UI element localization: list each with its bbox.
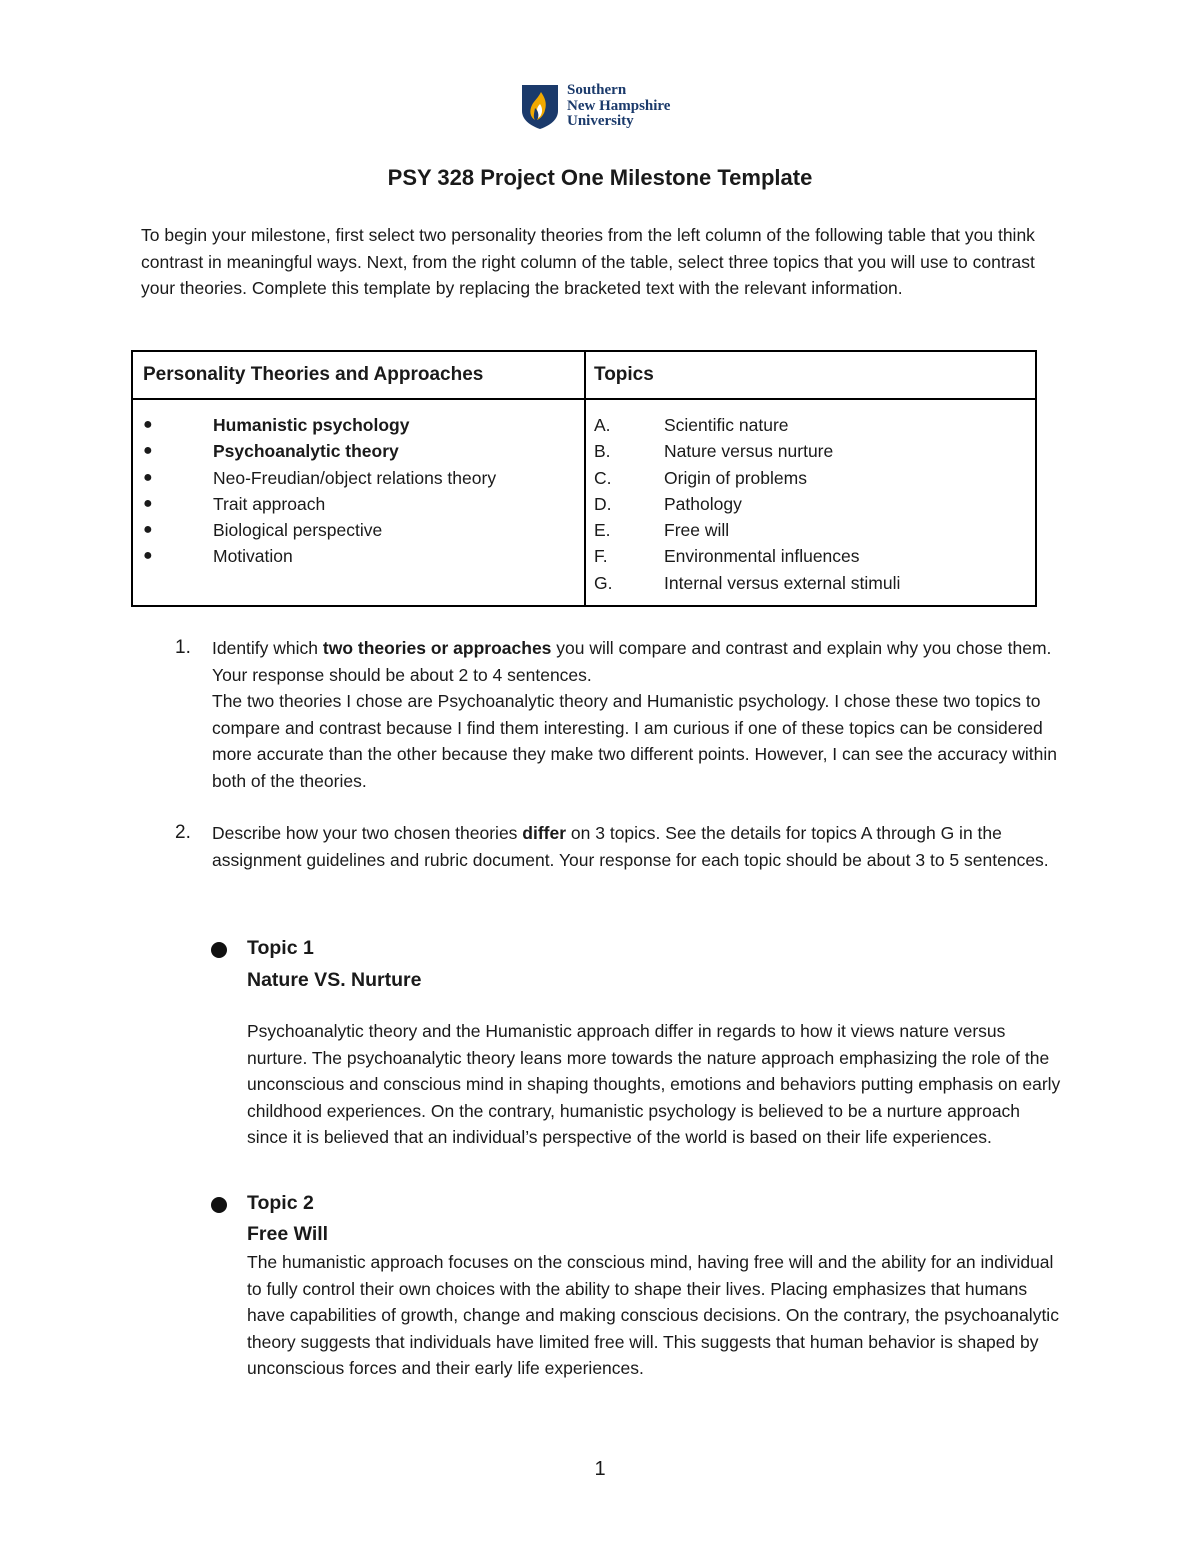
question-prompt: you will compare and contrast and explain why you chose them. Your response should be about 2 to 4 sentences. bbox=[212, 638, 1052, 685]
topic-text: The humanistic approach focuses on the conscious mind, having free will and the ability for an individual to fully control their own choices with the ability to shape their lives. Placing emphasizes that humans have capabilities of growth, change and making conscious decisions. On the contrary, the psychoanalytic theory suggests that individuals have limited free will. This suggests that human behavior is shaped by unconscious forces and their early life experiences. bbox=[247, 1252, 1059, 1378]
page-title: PSY 328 Project One Milestone Template bbox=[387, 165, 813, 190]
question-prompt-emphasis: two theories or approaches bbox=[322, 638, 552, 658]
topic-item bbox=[594, 570, 900, 596]
topic-item bbox=[594, 412, 900, 438]
question-prompt: Describe how your two chosen theories bbox=[212, 823, 523, 843]
topic-letter: G. bbox=[594, 572, 613, 593]
logo-line-2: New Hampshire bbox=[567, 97, 671, 114]
topic-letter: D. bbox=[594, 493, 612, 514]
theory-label: Trait approach bbox=[213, 493, 326, 514]
topic-label: Topic 1 bbox=[247, 937, 314, 959]
topic-name: Nature VS. Nurture bbox=[247, 969, 422, 991]
topic-item bbox=[594, 465, 900, 491]
question-answer: The two theories I chose are Psychoanalytic theory and Humanistic psychology. I chose these two topics to compare and contrast because I find them interesting. I am curious if one of these topics can be considered more accurate than the other because they make two different points. However, I can see the accuracy within both of the theories. bbox=[212, 691, 1057, 791]
topic-content bbox=[247, 932, 1061, 1151]
theory-label: Neo-Freudian/object relations theory bbox=[213, 467, 497, 488]
topic-label: Free will bbox=[664, 520, 730, 541]
theories-list bbox=[143, 412, 496, 570]
table-header-topics: Topics bbox=[594, 364, 654, 385]
table-header-theories: Personality Theories and Approaches bbox=[143, 364, 484, 385]
topic-text: Psychoanalytic theory and the Humanistic approach differ in regards to how it views nature versus nurture. The psychoanalytic theory leans more towards the nature approach emphasizing the role of the unconscious and conscious mind in shaping thoughts, emotions and behaviors putting emphasis on early childhood experiences. On the contrary, humanistic psychology is believed to be a nurture approach since it is believed that an individual’s perspective of the world is based on their life experiences. bbox=[247, 1021, 1061, 1147]
bullet-icon: ● bbox=[143, 494, 153, 512]
topic-1-section bbox=[211, 932, 1061, 1151]
question-body bbox=[212, 820, 1065, 873]
topic-label: Scientific nature bbox=[664, 415, 789, 435]
topic-item bbox=[594, 491, 900, 517]
topic-label: Pathology bbox=[664, 493, 742, 514]
bullet-icon: ● bbox=[143, 468, 153, 486]
topic-name: Free Will bbox=[247, 1223, 329, 1245]
bullet-icon: ● bbox=[143, 416, 153, 433]
theory-item bbox=[143, 543, 496, 569]
question-prompt: Identify which bbox=[212, 638, 323, 658]
logo-wordmark bbox=[567, 83, 670, 130]
page-number: 1 bbox=[594, 1458, 606, 1480]
bullet-icon: ● bbox=[143, 547, 153, 565]
table-header-divider bbox=[133, 398, 1035, 400]
topic-label: Topic 2 bbox=[247, 1192, 314, 1214]
logo-line-3: University bbox=[567, 113, 634, 129]
topic-letter: A. bbox=[594, 415, 611, 435]
table-column-divider bbox=[584, 352, 586, 605]
theory-item bbox=[143, 438, 496, 464]
bullet-icon bbox=[211, 942, 227, 958]
topic-label: Environmental influences bbox=[664, 546, 860, 567]
theory-item bbox=[143, 517, 496, 543]
topic-letter: B. bbox=[594, 441, 611, 462]
topic-item bbox=[594, 438, 900, 464]
topic-2-section bbox=[211, 1187, 1061, 1382]
topic-content bbox=[247, 1187, 1061, 1382]
bullet-icon bbox=[211, 1197, 227, 1213]
question-number: 2. bbox=[175, 822, 191, 843]
question-2 bbox=[175, 820, 1065, 873]
question-number: 1. bbox=[175, 637, 191, 658]
theory-label: Psychoanalytic theory bbox=[213, 441, 399, 462]
theory-label: Biological perspective bbox=[213, 520, 383, 541]
topic-item bbox=[594, 543, 900, 569]
topic-item bbox=[594, 517, 900, 543]
logo-line-1: Southern bbox=[567, 82, 627, 98]
bullet-icon: ● bbox=[143, 521, 153, 539]
question-body bbox=[212, 635, 1065, 794]
bullet-icon: ● bbox=[143, 442, 153, 460]
question-1 bbox=[175, 635, 1065, 794]
topic-letter: C. bbox=[594, 467, 612, 488]
snhu-logo bbox=[521, 84, 670, 130]
topic-letter: E. bbox=[594, 520, 611, 541]
theory-label: Motivation bbox=[213, 546, 293, 567]
theories-topics-table bbox=[131, 350, 1037, 607]
theory-item bbox=[143, 412, 496, 438]
topic-label: Internal versus external stimuli bbox=[664, 572, 901, 593]
topic-label: Nature versus nurture bbox=[664, 441, 834, 462]
theory-item bbox=[143, 465, 496, 491]
question-prompt-emphasis: differ bbox=[522, 823, 567, 843]
topics-list bbox=[594, 412, 900, 596]
intro-paragraph: To begin your milestone, first select two personality theories from the left column of the following table that you think contrast in meaningful ways. Next, from the right column of the table, select three topics that you will use to contrast your theories. Complete this template by replacing the bracketed text with the relevant information. bbox=[141, 225, 1035, 298]
theory-label: Humanistic psychology bbox=[213, 415, 410, 435]
theory-item bbox=[143, 491, 496, 517]
topic-label: Origin of problems bbox=[664, 467, 807, 488]
topic-letter: F. bbox=[594, 546, 608, 567]
shield-flame-icon bbox=[521, 84, 559, 130]
question-prompt: on 3 topics. See the details for topics A through G in the assignment guidelines and rubric document. Your response for each topic should be about 3 to 5 sentences. bbox=[212, 823, 1049, 870]
